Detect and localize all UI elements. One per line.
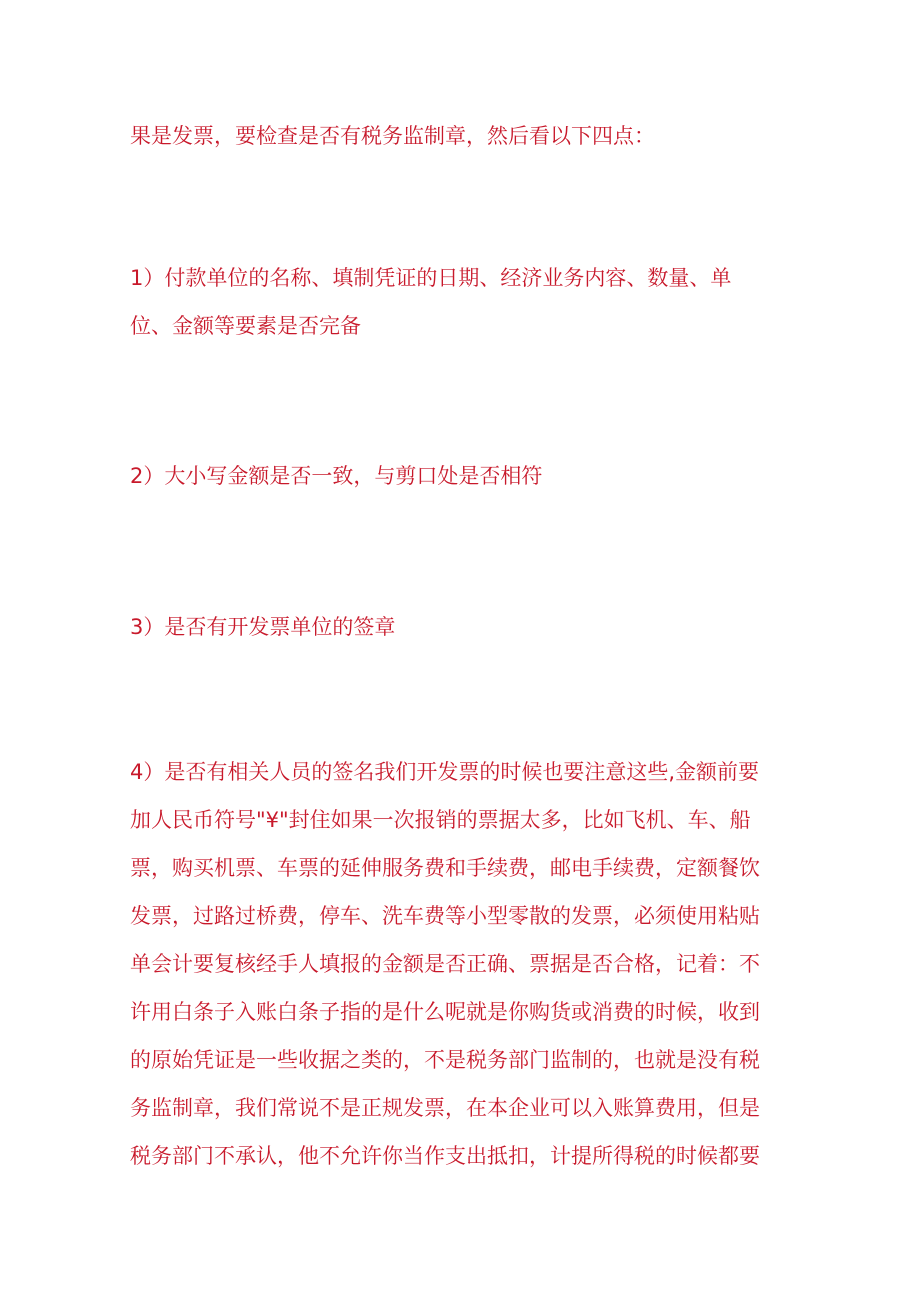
text-line: 3）是否有开发票单位的签章 xyxy=(130,615,396,639)
text-line: 票，购买机票、车票的延伸服务费和手续费，邮电手续费，定额餐饮 xyxy=(130,856,760,880)
list-item-3 xyxy=(130,603,790,651)
text-line: 1）付款单位的名称、填制凭证的日期、经济业务内容、数量、单 xyxy=(130,266,732,290)
text-line: 务监制章，我们常说不是正规发票，在本企业可以入账算费用，但是 xyxy=(130,1096,760,1120)
text-line: 2）大小写金额是否一致，与剪口处是否相符 xyxy=(130,464,543,488)
text-line: 许用白条子入账白条子指的是什么呢就是你购货或消费的时候，收到 xyxy=(130,1000,760,1024)
text-line: 单会计要复核经手人填报的金额是否正确、票据是否合格，记着：不 xyxy=(130,952,760,976)
text-line: 加人民币符号"¥"封住如果一次报销的票据太多，比如飞机、车、船 xyxy=(130,808,751,832)
text-line: 位、金额等要素是否完备 xyxy=(130,314,361,338)
list-item-2 xyxy=(130,452,790,500)
text-line: 税务部门不承认，他不允许你当作支出抵扣，计提所得税的时候都要 xyxy=(130,1144,760,1168)
text-line: 的原始凭证是一些收据之类的，不是税务部门监制的，也就是没有税 xyxy=(130,1048,760,1072)
text-line: 果是发票，要检查是否有税务监制章，然后看以下四点： xyxy=(130,124,655,148)
list-item-1 xyxy=(130,254,790,350)
text-line: 4）是否有相关人员的签名我们开发票的时候也要注意这些,金额前要 xyxy=(130,760,760,784)
list-item-4 xyxy=(130,748,790,1180)
text-line: 发票，过路过桥费，停车、洗车费等小型零散的发票，必须使用粘贴 xyxy=(130,904,760,928)
intro-paragraph xyxy=(130,112,790,160)
